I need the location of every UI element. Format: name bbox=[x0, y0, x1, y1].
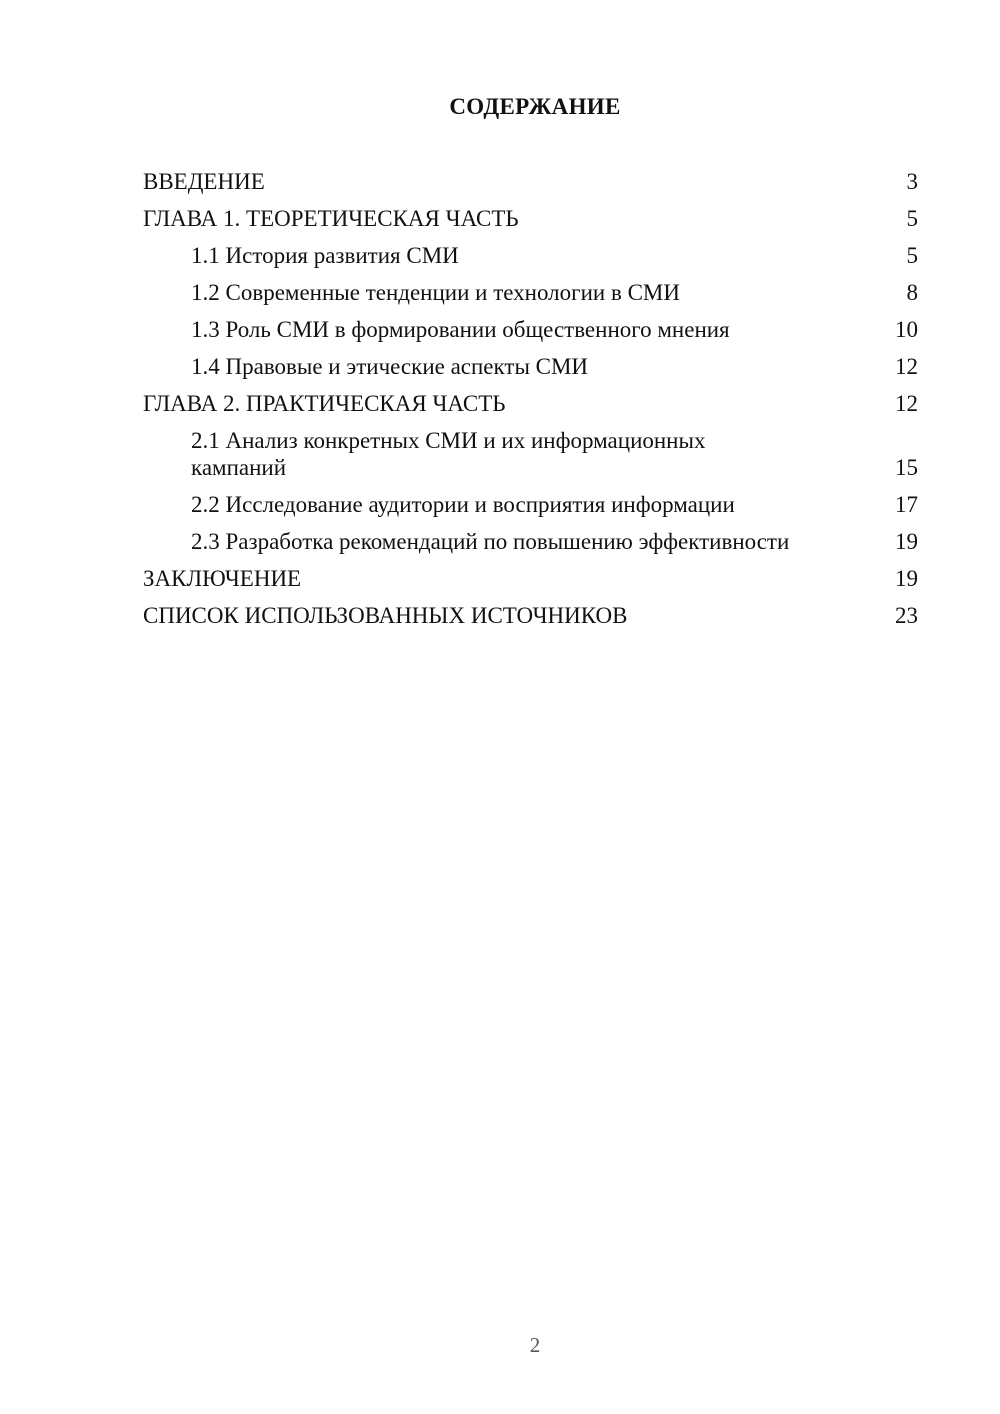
toc-entry-label: ЗАКЛЮЧЕНИЕ bbox=[143, 566, 302, 591]
toc-entry-label: 2.1 Анализ конкретных СМИ и их информационных кампаний bbox=[191, 428, 706, 480]
toc-entry-section-2-2[interactable] bbox=[143, 491, 918, 518]
toc-entry-page: 19 bbox=[895, 566, 918, 591]
toc-entry-page: 15 bbox=[895, 455, 918, 480]
toc-entry-label: 1.2 Современные тенденции и технологии в СМИ bbox=[191, 280, 680, 305]
toc-entry-page: 17 bbox=[895, 492, 918, 517]
toc-entry-page: 10 bbox=[895, 317, 918, 342]
toc-entry-introduction[interactable] bbox=[143, 168, 918, 195]
toc-entry-references[interactable] bbox=[143, 602, 918, 629]
toc-entry-section-1-1[interactable] bbox=[143, 242, 918, 269]
toc-entry-section-1-2[interactable] bbox=[143, 279, 918, 306]
toc-entry-page: 23 bbox=[895, 603, 918, 628]
toc-entry-label: ГЛАВА 1. ТЕОРЕТИЧЕСКАЯ ЧАСТЬ bbox=[143, 206, 519, 231]
toc-entry-chapter-1[interactable] bbox=[143, 205, 918, 232]
toc-entry-label: 1.3 Роль СМИ в формировании общественного мнения bbox=[191, 317, 730, 342]
toc-entry-page: 5 bbox=[906, 206, 918, 231]
toc-entry-label: СПИСОК ИСПОЛЬЗОВАННЫХ ИСТОЧНИКОВ bbox=[143, 603, 628, 628]
toc-entry-section-2-3[interactable] bbox=[143, 528, 918, 555]
toc-entry-conclusion[interactable] bbox=[143, 565, 918, 592]
toc-entry-page: 8 bbox=[906, 280, 918, 305]
toc-entry-section-1-3[interactable] bbox=[143, 316, 918, 343]
toc-entry-label: ГЛАВА 2. ПРАКТИЧЕСКАЯ ЧАСТЬ bbox=[143, 391, 506, 416]
toc-entry-chapter-2[interactable] bbox=[143, 390, 918, 417]
toc-entry-page: 5 bbox=[906, 243, 918, 268]
toc-entry-page: 12 bbox=[895, 391, 918, 416]
table-of-contents bbox=[143, 168, 918, 639]
toc-entry-section-1-4[interactable] bbox=[143, 353, 918, 380]
toc-entry-page: 19 bbox=[895, 529, 918, 554]
toc-entry-label: 2.2 Исследование аудитории и восприятия информации bbox=[191, 492, 735, 517]
page-number: 2 bbox=[529, 1333, 541, 1357]
toc-entry-label: 1.1 История развития СМИ bbox=[191, 243, 459, 268]
toc-title: СОДЕРЖАНИЕ bbox=[449, 94, 621, 119]
toc-entry-page: 12 bbox=[895, 354, 918, 379]
toc-entry-section-2-1[interactable] bbox=[143, 427, 918, 481]
toc-entry-label: ВВЕДЕНИЕ bbox=[143, 169, 265, 194]
toc-entry-label: 1.4 Правовые и этические аспекты СМИ bbox=[191, 354, 589, 379]
toc-entry-label: 2.3 Разработка рекомендаций по повышению эффективности bbox=[191, 529, 790, 554]
toc-entry-page: 3 bbox=[906, 169, 918, 194]
